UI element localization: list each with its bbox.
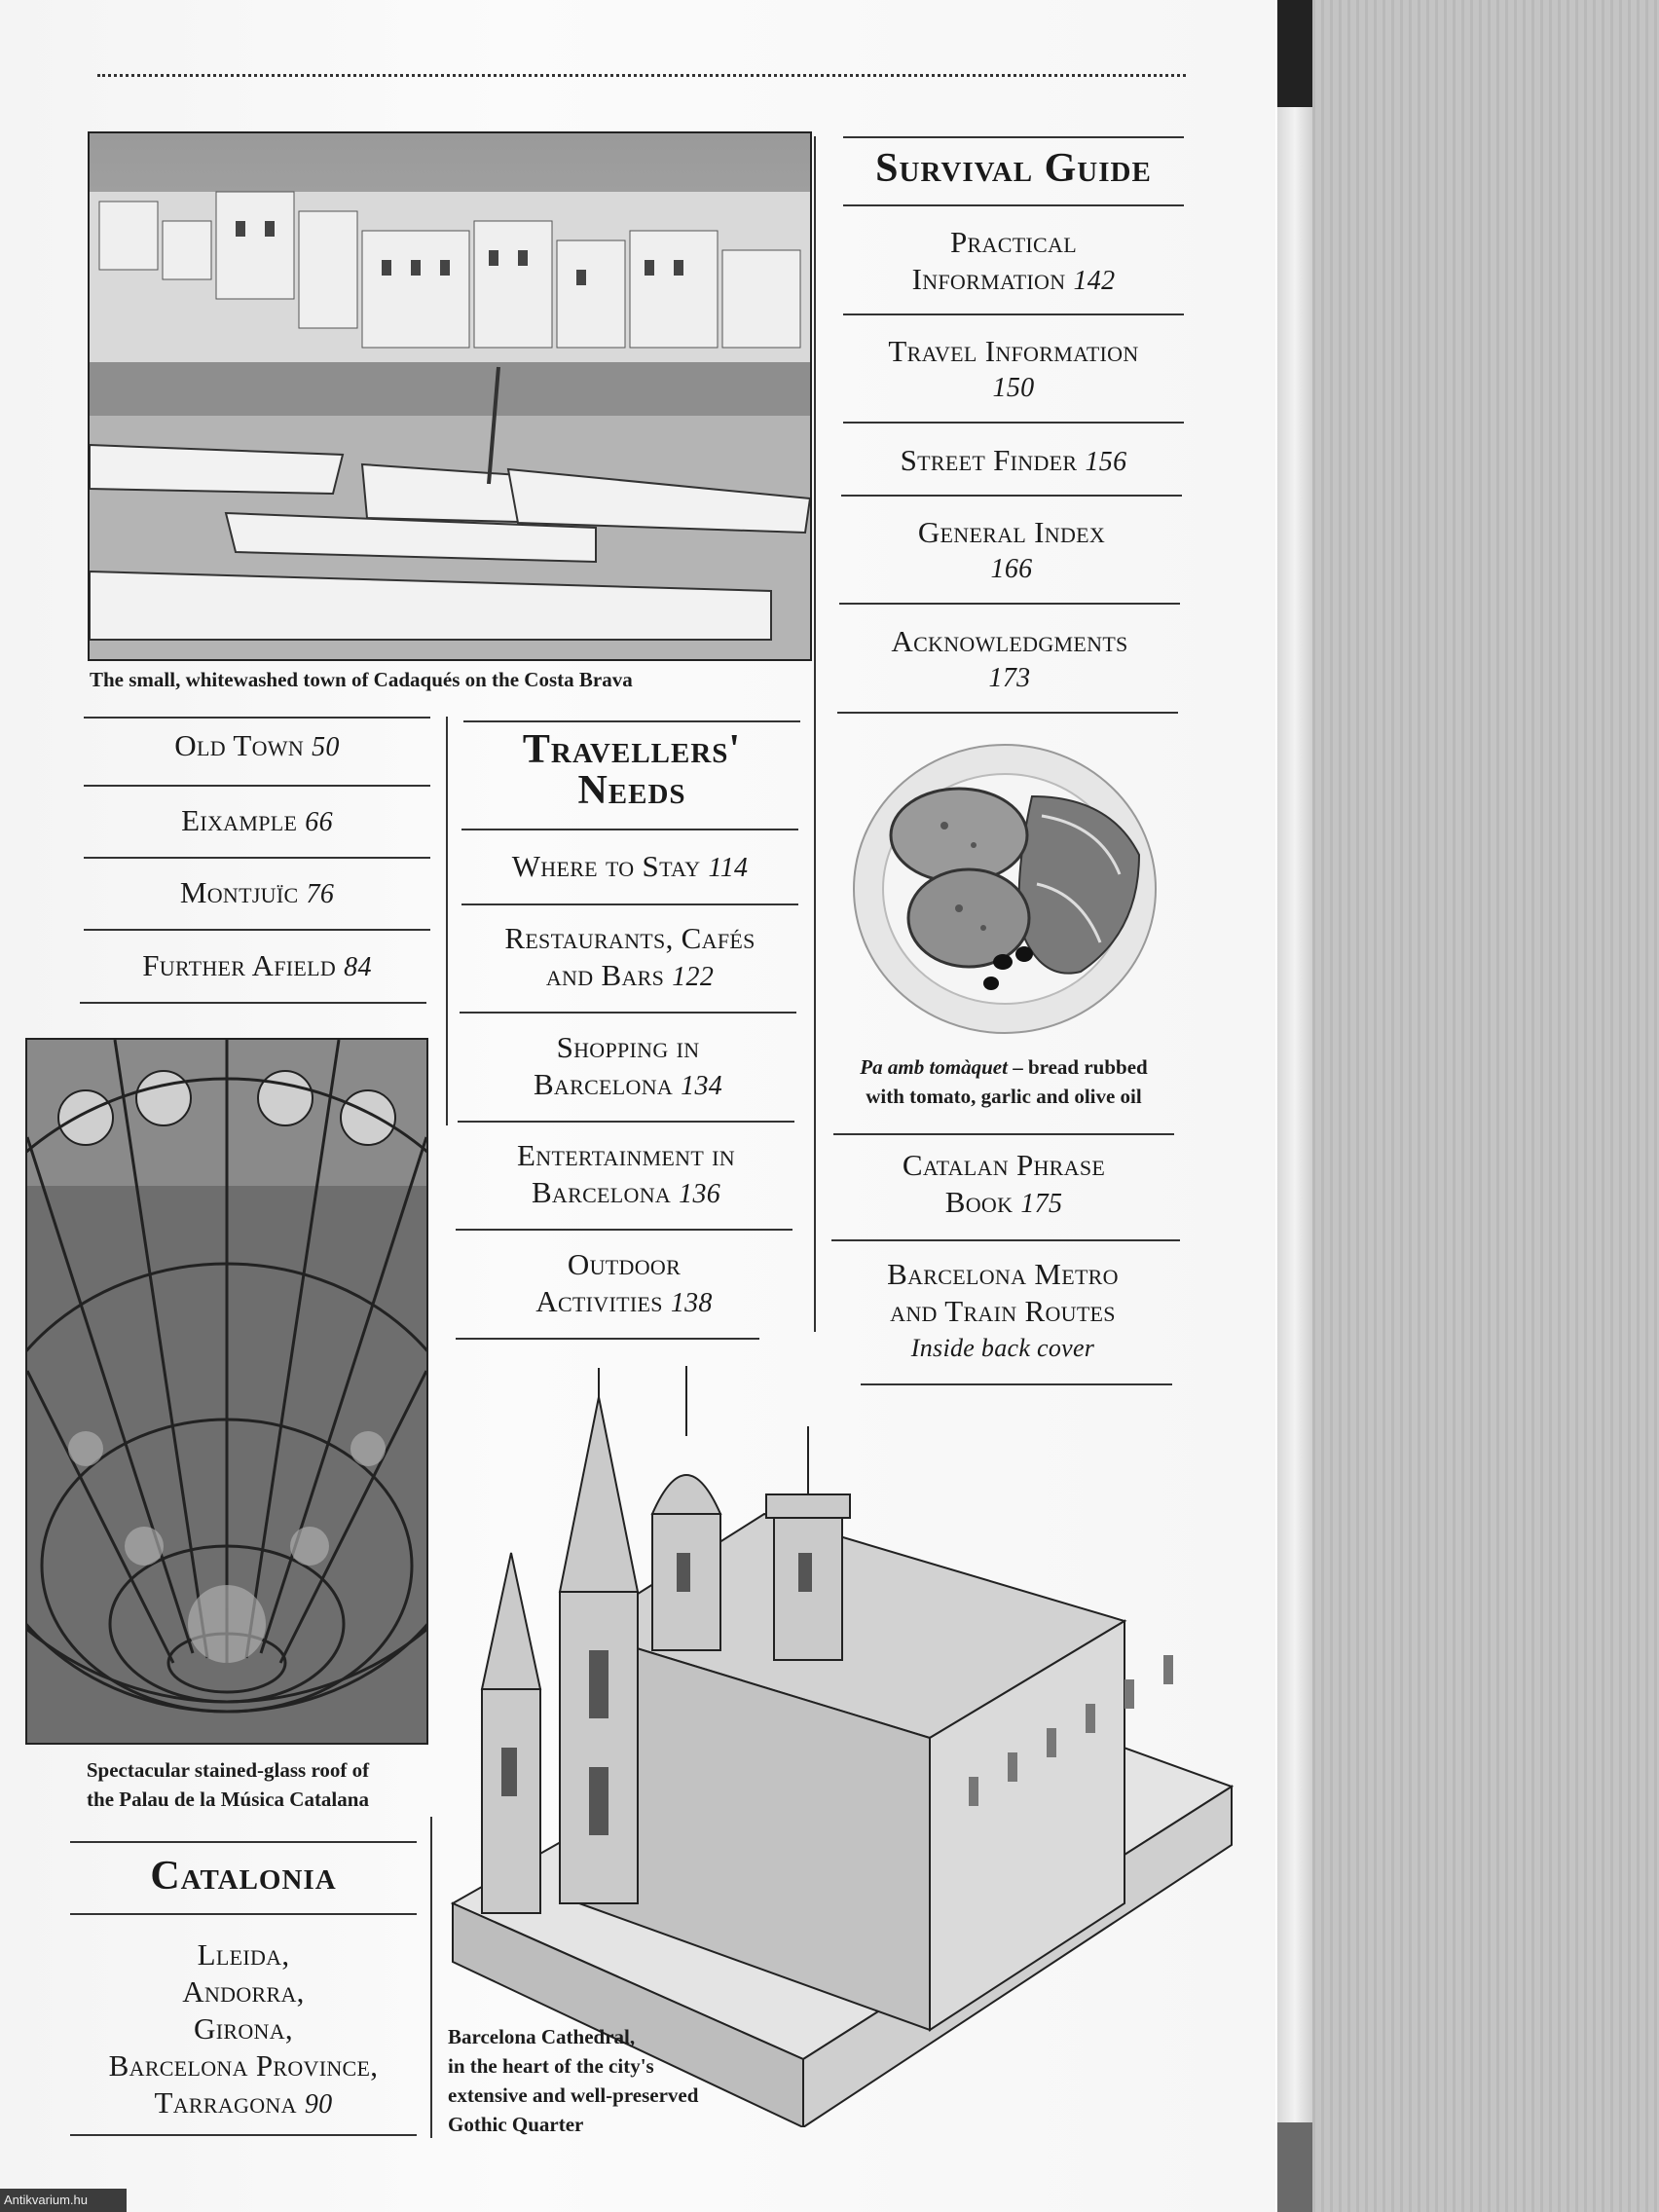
toc-entry-further-afield[interactable]: Further Afield 84 <box>142 948 372 982</box>
toc-entry-metro[interactable]: Barcelona Metro and Train Routes Inside back cover <box>887 1257 1119 1362</box>
stained-glass-caption: Spectacular stained-glass roof of the Palau de la Música Catalana <box>86 1758 370 1811</box>
column-divider-left-lower <box>430 1817 432 2138</box>
rule <box>831 1239 1180 1241</box>
rule <box>833 1133 1174 1135</box>
travellers-needs-heading: Travellers' Needs <box>522 727 742 813</box>
watermark: Antikvarium.hu <box>0 2189 127 2212</box>
toc-entry-where-to-stay[interactable]: Where to Stay 114 <box>511 849 749 883</box>
catalonia-heading: Catalonia <box>150 1854 337 1899</box>
toc-entry-montjuic[interactable]: Montjuïc 76 <box>179 875 335 909</box>
pa-amb-tomaquet-caption: Pa amb tomàquet – bread rubbed with tomato, garlic and olive oil <box>860 1055 1148 1108</box>
cadaques-photo <box>88 131 812 661</box>
rule <box>70 1913 417 1915</box>
book-spine-bottom <box>1277 2122 1312 2212</box>
rule <box>461 903 798 905</box>
rule <box>843 136 1184 138</box>
rule <box>458 1121 794 1123</box>
rule <box>70 2134 417 2136</box>
rule <box>456 1229 793 1231</box>
stained-glass-photo <box>25 1038 428 1745</box>
rule <box>843 313 1184 315</box>
rule <box>84 785 430 787</box>
barcelona-cathedral-illustration <box>443 1358 1241 2127</box>
toc-entry-practical-information[interactable]: Practical Information 142 <box>911 225 1116 296</box>
toc-entry-old-town[interactable]: Old Town 50 <box>174 728 340 762</box>
rule <box>839 603 1180 605</box>
book-spine <box>1277 107 1312 2161</box>
column-divider-left <box>446 717 448 1125</box>
rule <box>837 712 1178 714</box>
book-spine-top <box>1277 0 1312 107</box>
rule <box>456 1338 759 1340</box>
rule <box>841 495 1182 497</box>
toc-entry-general-index[interactable]: General Index 166 <box>917 515 1106 584</box>
toc-entry-shopping[interactable]: Shopping in Barcelona 134 <box>533 1030 723 1101</box>
pa-amb-tomaquet-photo <box>847 738 1159 1040</box>
toc-entry-eixample[interactable]: Eixample 66 <box>181 803 333 837</box>
cathedral-caption: Barcelona Cathedral, in the heart of the city's extensive and well-preserved Gothic Quarter <box>448 2025 699 2136</box>
rule <box>843 422 1184 424</box>
rule <box>84 717 430 719</box>
toc-entry-phrase-book[interactable]: Catalan Phrase Book 175 <box>902 1148 1106 1219</box>
rule <box>84 857 430 859</box>
rule <box>843 204 1184 206</box>
rule <box>461 829 798 830</box>
survival-guide-heading: Survival Guide <box>875 146 1152 191</box>
rule <box>460 1012 796 1014</box>
toc-entry-travel-information[interactable]: Travel Information 150 <box>888 334 1139 403</box>
rule <box>80 1002 426 1004</box>
rule <box>70 1841 417 1843</box>
cadaques-caption: The small, whitewashed town of Cadaqués on the Costa Brava <box>90 668 633 691</box>
rule <box>463 720 800 722</box>
toc-entry-acknowledgments[interactable]: Acknowledgments 173 <box>891 624 1128 693</box>
rule <box>84 929 430 931</box>
toc-entry-outdoor[interactable]: Outdoor Activities 138 <box>535 1247 713 1318</box>
top-dotted-rule <box>97 74 1186 77</box>
wood-background <box>1312 0 1659 2212</box>
column-divider-right <box>814 136 816 1332</box>
toc-entry-street-finder[interactable]: Street Finder 156 <box>900 443 1127 477</box>
toc-entry-entertainment[interactable]: Entertainment in Barcelona 136 <box>517 1138 735 1209</box>
toc-entry-restaurants[interactable]: Restaurants, Cafés and Bars 122 <box>504 921 756 992</box>
toc-entry-catalonia[interactable]: Lleida, Andorra, Girona, Barcelona Province, Tarragona 90 <box>108 1937 379 2120</box>
